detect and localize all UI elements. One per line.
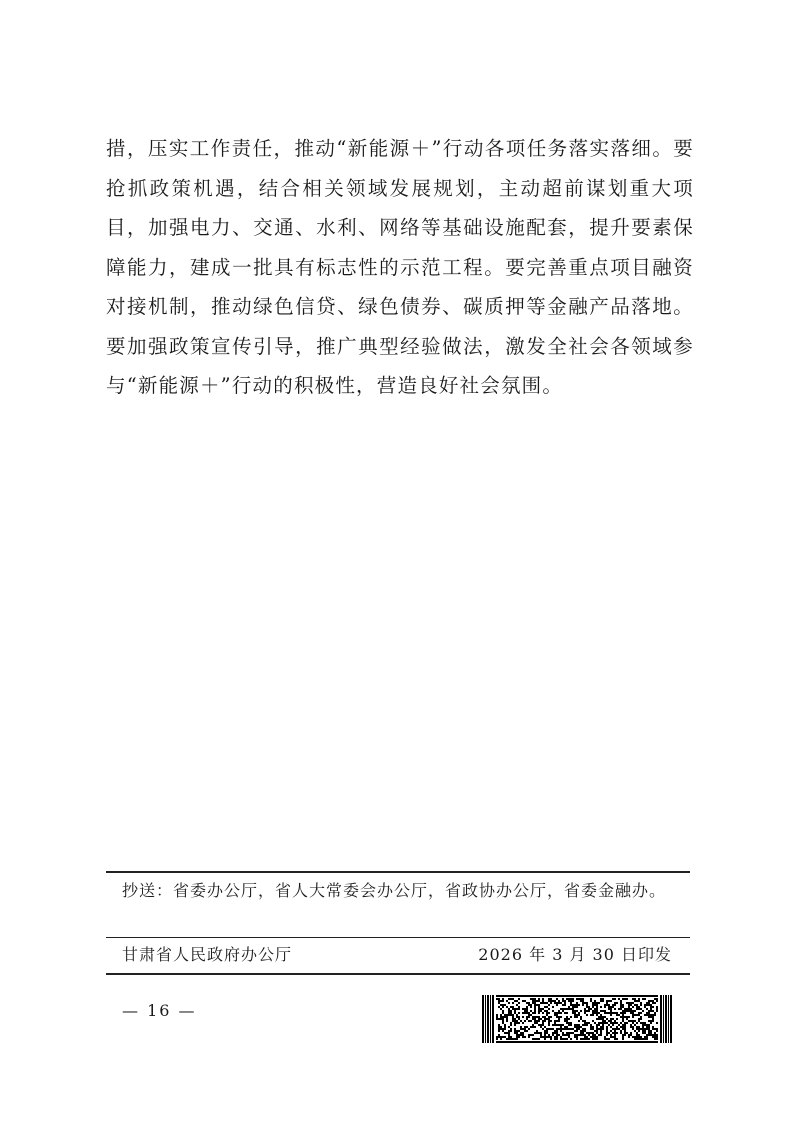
body-text — [106, 129, 694, 406]
issue-date: 2026 年 3 月 30 日印发 — [478, 945, 672, 964]
cc-top-rule — [106, 871, 690, 873]
page-number: — 16 — — [122, 1001, 197, 1020]
body-paragraph: 措，压实工作责任，推动“新能源＋”行动各项任务落实落细。要抢抓政策机遇，结合相关领域发展规划，主动超前谋划重大项目，加强电力、交通、水利、网络等基础设施配套，提升要素保障能力，建成一批具有标志性的示范工程。要完善重点项目融资对接机制，推动绿色信贷、绿色债券、碳质押等金融产品落地。要加强政策宣传引导，推广典型经验做法，激发全社会各领域参与“新能源＋”行动的积极性，营造良好社会氛围。 — [106, 137, 694, 397]
cc-block — [122, 876, 682, 906]
issuer-top-rule — [106, 937, 690, 938]
cc-recipients: 省委办公厅，省人大常委会办公厅，省政协办公厅，省委金融办。 — [173, 881, 667, 900]
barcode-image — [482, 995, 672, 1043]
cc-label: 抄送： — [122, 881, 174, 900]
issuer-name: 甘肃省人民政府办公厅 — [122, 945, 293, 964]
issuer-bottom-rule — [106, 973, 690, 975]
issuer-row — [122, 941, 672, 969]
